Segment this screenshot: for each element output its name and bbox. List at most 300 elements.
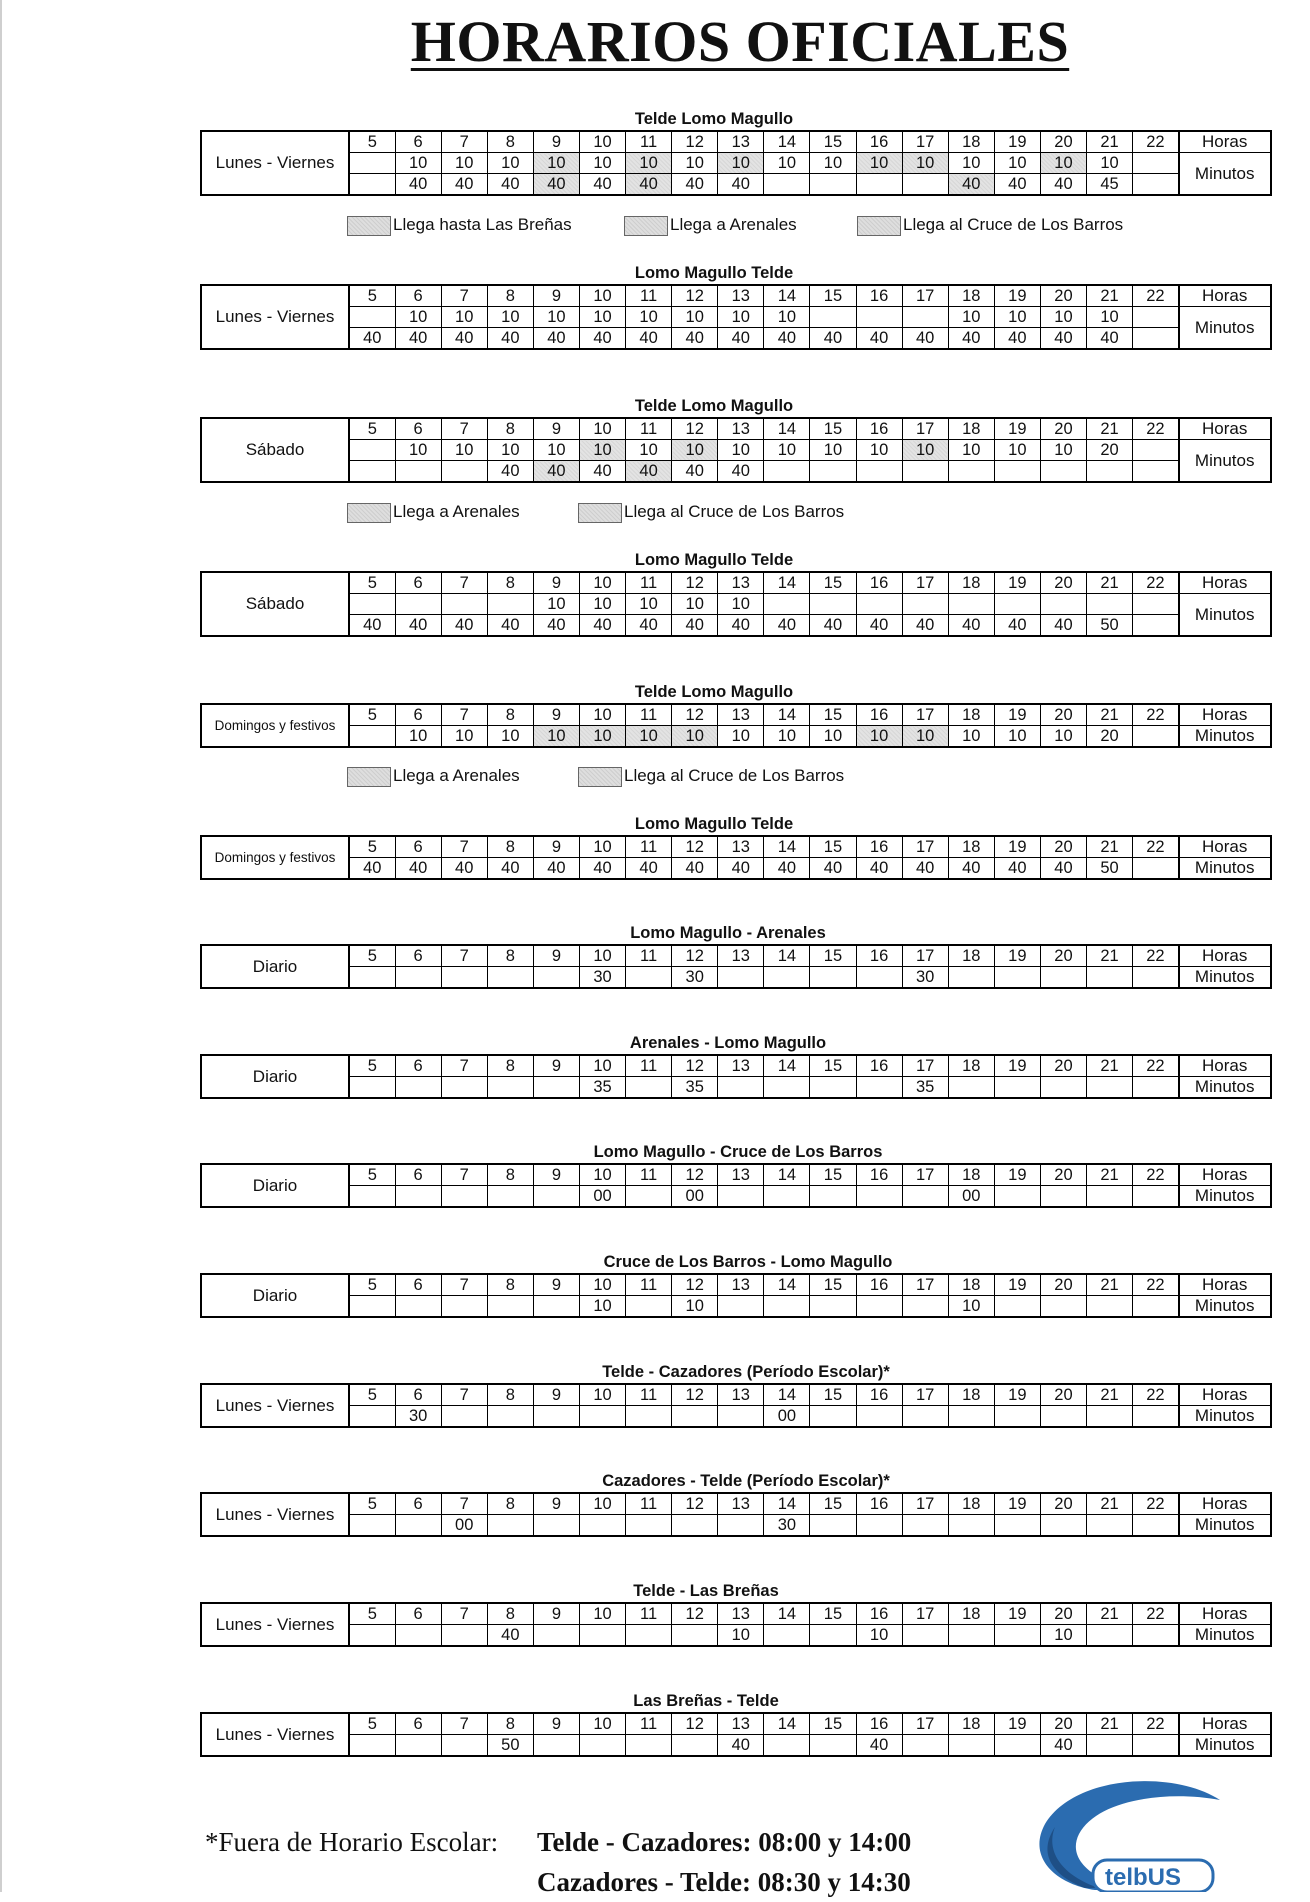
shading-legend [200,213,1272,237]
hour-cell: 12 [672,704,718,726]
hours-row [201,1493,1271,1515]
minute-cell [395,1077,441,1099]
minute-cell: 40 [533,328,579,350]
hour-cell: 8 [487,1493,533,1515]
minute-cell [349,1296,395,1318]
minute-cell [810,1296,856,1318]
minute-cell: 10 [718,153,764,174]
hour-cell: 7 [441,1164,487,1186]
minute-cell: 10 [626,440,672,461]
hour-cell: 17 [902,1164,948,1186]
minute-cell: 40 [1040,615,1086,637]
minutes-row [201,307,1271,328]
hour-cell: 22 [1133,285,1179,307]
minute-cell: 40 [902,328,948,350]
minute-cell: 30 [395,1406,441,1428]
hour-cell: 11 [626,285,672,307]
minute-cell: 40 [487,328,533,350]
hour-cell: 7 [441,1274,487,1296]
legend-item [578,764,844,788]
minute-cell [395,967,441,989]
hour-cell: 14 [764,1493,810,1515]
minute-cell: 10 [1040,1625,1086,1647]
hour-cell: 21 [1087,1055,1133,1077]
minute-cell: 40 [718,1735,764,1757]
minute-cell: 40 [579,328,625,350]
minute-cell [810,1515,856,1537]
minute-cell: 40 [994,858,1040,880]
legend-swatch [347,503,391,523]
hours-label: Horas [1179,1603,1271,1625]
hour-cell: 22 [1133,1603,1179,1625]
minute-cell [856,1406,902,1428]
hour-cell: 13 [718,1164,764,1186]
hour-cell: 15 [810,1384,856,1406]
minute-cell: 00 [948,1186,994,1208]
minute-cell [764,1077,810,1099]
page-title: HORARIOS OFICIALES [410,9,1070,74]
minute-cell: 40 [1040,328,1086,350]
minute-cell [902,594,948,615]
hour-cell: 8 [487,704,533,726]
minute-cell: 00 [672,1186,718,1208]
minute-cell: 10 [579,1296,625,1318]
hour-cell: 13 [718,1603,764,1625]
minute-cell [764,1296,810,1318]
hour-cell: 5 [349,1713,395,1735]
hour-cell: 22 [1133,418,1179,440]
hour-cell: 8 [487,285,533,307]
hour-cell: 16 [856,945,902,967]
hours-row [201,1713,1271,1735]
legend-item [624,213,797,237]
minute-cell [1133,1625,1179,1647]
minute-cell [441,461,487,483]
minute-cell: 10 [533,440,579,461]
hour-cell: 15 [810,1713,856,1735]
hour-cell: 5 [349,1493,395,1515]
hour-cell: 22 [1133,131,1179,153]
schedule-table [200,1054,1272,1099]
minute-cell [533,1296,579,1318]
minute-cell [626,1515,672,1537]
minute-cell: 40 [533,461,579,483]
hour-cell: 7 [441,131,487,153]
minute-cell [856,1296,902,1318]
minutes-row [201,461,1271,483]
hour-cell: 15 [810,1055,856,1077]
minute-cell [349,1186,395,1208]
minute-cell: 40 [626,461,672,483]
minute-cell [533,1735,579,1757]
minute-cell [948,461,994,483]
hour-cell: 12 [672,836,718,858]
hour-cell: 21 [1087,131,1133,153]
hour-cell: 13 [718,1713,764,1735]
minute-cell: 40 [718,615,764,637]
legend-item [347,764,520,788]
minute-cell: 10 [948,440,994,461]
minute-cell [1087,1186,1133,1208]
minute-cell [487,1515,533,1537]
hour-cell: 16 [856,285,902,307]
hour-cell: 11 [626,131,672,153]
legend-label: Llega hasta Las Breñas [393,215,572,234]
minute-cell [349,153,395,174]
hour-cell: 9 [533,704,579,726]
hour-cell: 15 [810,131,856,153]
minute-cell [994,1735,1040,1757]
hours-row [201,1274,1271,1296]
hour-cell: 21 [1087,418,1133,440]
legend-item [857,213,1123,237]
minute-cell: 10 [718,726,764,748]
hour-cell: 13 [718,1384,764,1406]
hour-cell: 8 [487,945,533,967]
minute-cell: 10 [902,153,948,174]
minute-cell: 40 [626,328,672,350]
hour-cell: 6 [395,131,441,153]
hour-cell: 16 [856,1603,902,1625]
hour-cell: 6 [395,836,441,858]
hour-cell: 9 [533,285,579,307]
hour-cell: 11 [626,704,672,726]
minute-cell: 40 [718,328,764,350]
hour-cell: 5 [349,704,395,726]
minute-cell [856,594,902,615]
hour-cell: 22 [1133,1493,1179,1515]
hour-cell: 16 [856,1164,902,1186]
minute-cell: 40 [395,615,441,637]
minutes-label: Minutos [1179,1077,1271,1099]
minute-cell [1133,174,1179,196]
hour-cell: 5 [349,945,395,967]
hour-cell: 18 [948,704,994,726]
minute-cell: 10 [487,307,533,328]
minute-cell [579,1625,625,1647]
hour-cell: 10 [579,131,625,153]
hour-cell: 17 [902,131,948,153]
hour-cell: 12 [672,1603,718,1625]
hour-cell: 8 [487,572,533,594]
minute-cell: 10 [718,1625,764,1647]
hours-label: Horas [1179,836,1271,858]
hour-cell: 12 [672,945,718,967]
minute-cell [349,440,395,461]
minute-cell: 10 [672,594,718,615]
minute-cell [902,1735,948,1757]
minute-cell: 10 [579,307,625,328]
legend-swatch [578,767,622,787]
hour-cell: 22 [1133,1164,1179,1186]
hour-cell: 20 [1040,1164,1086,1186]
minute-cell: 40 [948,615,994,637]
hour-cell: 7 [441,572,487,594]
minute-cell [1040,1515,1086,1537]
hour-cell: 13 [718,1274,764,1296]
minute-cell [1087,1625,1133,1647]
schedule-table [200,1602,1272,1647]
minute-cell [1133,1406,1179,1428]
hour-cell: 5 [349,572,395,594]
hour-cell: 10 [579,1164,625,1186]
hour-cell: 14 [764,1164,810,1186]
hour-cell: 16 [856,836,902,858]
minute-cell: 10 [810,153,856,174]
minute-cell [764,1625,810,1647]
schedule-table [200,1273,1272,1318]
minute-cell: 10 [441,726,487,748]
hours-row [201,1384,1271,1406]
minute-cell [810,307,856,328]
minute-cell [1133,153,1179,174]
schedule-table [200,1712,1272,1757]
minute-cell: 10 [948,153,994,174]
hour-cell: 20 [1040,131,1086,153]
telbus-logo [1015,1772,1245,1892]
hour-cell: 20 [1040,945,1086,967]
minute-cell [856,1077,902,1099]
minute-cell: 10 [994,440,1040,461]
hour-cell: 17 [902,1713,948,1735]
minute-cell [441,1406,487,1428]
minute-cell: 40 [994,328,1040,350]
minute-cell: 10 [948,726,994,748]
hour-cell: 13 [718,1055,764,1077]
minute-cell [810,1406,856,1428]
minute-cell [395,1735,441,1757]
minute-cell: 40 [349,858,395,880]
minute-cell: 40 [1040,1735,1086,1757]
hour-cell: 8 [487,1055,533,1077]
day-label: Diario [201,945,349,988]
minute-cell: 10 [672,1296,718,1318]
hour-cell: 15 [810,1164,856,1186]
hour-cell: 7 [441,1493,487,1515]
hour-cell: 18 [948,945,994,967]
minute-cell: 10 [948,1296,994,1318]
minute-cell [764,1186,810,1208]
minute-cell [349,1625,395,1647]
day-label: Lunes - Viernes [201,1493,349,1536]
hour-cell: 15 [810,1493,856,1515]
minute-cell [810,1735,856,1757]
minutes-row [201,1735,1271,1757]
hour-cell: 6 [395,945,441,967]
hours-label: Horas [1179,1493,1271,1515]
minute-cell: 10 [672,726,718,748]
minute-cell [1087,594,1133,615]
hours-row [201,1603,1271,1625]
hours-row [201,131,1271,153]
hour-cell: 22 [1133,1274,1179,1296]
hour-cell: 7 [441,285,487,307]
minute-cell [764,1735,810,1757]
hour-cell: 9 [533,131,579,153]
minute-cell [948,1735,994,1757]
hour-cell: 18 [948,1055,994,1077]
hour-cell: 20 [1040,1055,1086,1077]
minute-cell [1087,1515,1133,1537]
hour-cell: 13 [718,836,764,858]
hour-cell: 18 [948,1274,994,1296]
hour-cell: 10 [579,1055,625,1077]
minute-cell [810,967,856,989]
minute-cell: 40 [902,858,948,880]
hour-cell: 6 [395,1164,441,1186]
hour-cell: 15 [810,1274,856,1296]
minute-cell: 10 [1040,440,1086,461]
hour-cell: 5 [349,131,395,153]
hour-cell: 19 [994,1713,1040,1735]
hour-cell: 17 [902,836,948,858]
minute-cell [626,1625,672,1647]
minute-cell: 10 [856,440,902,461]
minute-cell: 40 [441,858,487,880]
minute-cell [487,1077,533,1099]
minute-cell [902,174,948,196]
hour-cell: 11 [626,1164,672,1186]
hour-cell: 5 [349,1164,395,1186]
hour-cell: 11 [626,418,672,440]
minute-cell [902,1625,948,1647]
hour-cell: 16 [856,131,902,153]
minute-cell: 10 [764,726,810,748]
route-title: Lomo Magullo - Arenales [630,924,826,942]
minute-cell: 40 [533,174,579,196]
minute-cell: 10 [718,594,764,615]
minute-cell [1087,461,1133,483]
minute-cell: 10 [533,726,579,748]
hour-cell: 12 [672,1384,718,1406]
minute-cell: 00 [579,1186,625,1208]
hour-cell: 13 [718,704,764,726]
hour-cell: 10 [579,1274,625,1296]
hour-cell: 17 [902,1274,948,1296]
hour-cell: 12 [672,285,718,307]
minute-cell: 40 [395,858,441,880]
minute-cell [1040,1406,1086,1428]
minute-cell [1040,1186,1086,1208]
hour-cell: 5 [349,1055,395,1077]
minutes-row [201,1515,1271,1537]
shading-legend [200,764,1272,788]
legend-swatch [347,216,391,236]
minute-cell: 10 [1087,307,1133,328]
minute-cell [349,461,395,483]
hour-cell: 13 [718,285,764,307]
minute-cell [395,594,441,615]
minute-cell [856,967,902,989]
hour-cell: 6 [395,1055,441,1077]
hour-cell: 21 [1087,704,1133,726]
minute-cell [579,1406,625,1428]
minute-cell [1133,1515,1179,1537]
legend-label: Llega al Cruce de Los Barros [903,215,1124,234]
legend-label: Llega a Arenales [393,766,520,785]
minute-cell [948,1625,994,1647]
hour-cell: 17 [902,1055,948,1077]
hour-cell: 22 [1133,1384,1179,1406]
minute-cell [441,594,487,615]
schedule-table [200,1163,1272,1208]
minute-cell: 10 [579,440,625,461]
hour-cell: 8 [487,1164,533,1186]
minutes-row [201,174,1271,196]
hour-cell: 6 [395,1384,441,1406]
minute-cell: 10 [672,307,718,328]
minutes-row [201,328,1271,350]
minute-cell [1087,1296,1133,1318]
hour-cell: 9 [533,836,579,858]
hour-cell: 6 [395,572,441,594]
minute-cell: 40 [994,615,1040,637]
minute-cell [902,1515,948,1537]
minute-cell: 40 [441,328,487,350]
hour-cell: 22 [1133,945,1179,967]
minutes-label: Minutos [1179,1515,1271,1537]
day-label: Lunes - Viernes [201,131,349,195]
hour-cell: 8 [487,1603,533,1625]
minute-cell [1087,1735,1133,1757]
hour-cell: 21 [1087,285,1133,307]
minute-cell: 40 [718,858,764,880]
minute-cell [349,726,395,748]
hour-cell: 12 [672,572,718,594]
hour-cell: 16 [856,1713,902,1735]
minutes-label: Minutos [1179,1406,1271,1428]
hour-cell: 7 [441,1384,487,1406]
minute-cell: 10 [764,153,810,174]
minute-cell [810,1186,856,1208]
minutes-label: Minutos [1179,153,1271,196]
minute-cell [533,1077,579,1099]
minute-cell [579,1515,625,1537]
hour-cell: 6 [395,704,441,726]
logo-wordmark: telbUS [1105,1864,1182,1891]
hour-cell: 18 [948,1493,994,1515]
hour-cell: 21 [1087,945,1133,967]
hour-cell: 5 [349,836,395,858]
hour-cell: 11 [626,1274,672,1296]
minute-cell [718,967,764,989]
hour-cell: 19 [994,945,1040,967]
minute-cell [994,1077,1040,1099]
route-title: Cruce de Los Barros - Lomo Magullo [603,1253,893,1271]
hour-cell: 11 [626,836,672,858]
hours-label: Horas [1179,1713,1271,1735]
hour-cell: 20 [1040,1603,1086,1625]
hour-cell: 12 [672,131,718,153]
route-title: Telde Lomo Magullo [634,397,794,415]
hour-cell: 22 [1133,836,1179,858]
hour-cell: 18 [948,572,994,594]
hours-label: Horas [1179,704,1271,726]
hour-cell: 17 [902,704,948,726]
hour-cell: 19 [994,836,1040,858]
hours-row [201,1164,1271,1186]
schedule-table [200,571,1272,637]
hour-cell: 20 [1040,1274,1086,1296]
hour-cell: 16 [856,704,902,726]
minute-cell: 10 [579,594,625,615]
hour-cell: 21 [1087,572,1133,594]
route-title: Lomo Magullo Telde [634,264,794,282]
hour-cell: 11 [626,1713,672,1735]
route-title: Lomo Magullo Telde [634,815,794,833]
minute-cell: 00 [441,1515,487,1537]
minute-cell [902,1406,948,1428]
